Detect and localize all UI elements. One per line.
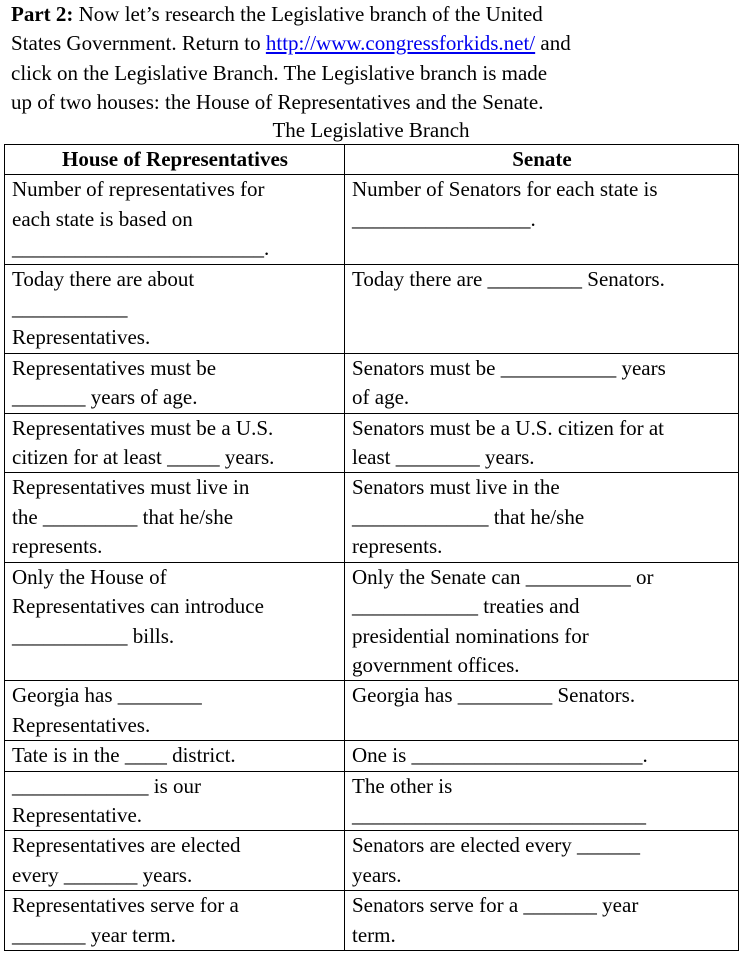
- part-label: Part 2:: [11, 2, 74, 26]
- house-cell: Georgia has ________ Representatives.: [5, 681, 345, 741]
- table-row: [5, 562, 739, 681]
- table-row: [5, 831, 739, 891]
- table-row: [5, 891, 739, 951]
- house-cell: Representatives are elected every _______ years.: [5, 831, 345, 891]
- senate-cell: Only the Senate can __________ or ____________ treaties and presidential nominations for government offices.: [345, 562, 739, 681]
- legislative-branch-table: [4, 144, 739, 951]
- senate-cell: Senators serve for a _______ year term.: [345, 891, 739, 951]
- intro-text-before-link: Now let’s research the Legislative branch of the United States Government. Return to: [11, 2, 543, 56]
- intro-paragraph: [11, 0, 736, 118]
- senate-cell: Senators must live in the _____________ that he/she represents.: [345, 473, 739, 562]
- house-cell: Representatives serve for a _______ year term.: [5, 891, 345, 951]
- congressforkids-link[interactable]: http://www.congressforkids.net/: [265, 31, 536, 56]
- senate-cell: Senators must be ___________ years of age.: [345, 353, 739, 413]
- table-row: [5, 771, 739, 831]
- senate-cell: The other is ____________________________: [345, 771, 739, 831]
- table-row: [5, 741, 739, 771]
- table-row: [5, 681, 739, 741]
- house-cell: Today there are about ___________ Representatives.: [5, 264, 345, 353]
- senate-cell: Today there are _________ Senators.: [345, 264, 739, 353]
- house-cell: Tate is in the ____ district.: [5, 741, 345, 771]
- senate-cell: Georgia has _________ Senators.: [345, 681, 739, 741]
- intro-text-after-link: and click on the Legislative Branch. The Legislative branch is made up of two houses: the House of Representatives and the Senate.: [11, 31, 571, 115]
- house-cell: _____________ is our Representative.: [5, 771, 345, 831]
- house-cell: Representatives must be _______ years of age.: [5, 353, 345, 413]
- table-header-row: [5, 145, 739, 175]
- table-row: [5, 264, 739, 353]
- table-row: [5, 413, 739, 473]
- table-row: [5, 473, 739, 562]
- senate-cell: Senators must be a U.S. citizen for at least ________ years.: [345, 413, 739, 473]
- table-row: [5, 175, 739, 264]
- table-caption: The Legislative Branch: [272, 118, 470, 142]
- senate-cell: Senators are elected every ______ years.: [345, 831, 739, 891]
- senate-column-header: Senate: [345, 145, 739, 175]
- table-row: [5, 353, 739, 413]
- house-column-header: House of Representatives: [5, 145, 345, 175]
- house-cell: Only the House of Representatives can introduce ___________ bills.: [5, 562, 345, 681]
- house-cell: Representatives must be a U.S. citizen for at least _____ years.: [5, 413, 345, 473]
- house-cell: Representatives must live in the _________ that he/she represents.: [5, 473, 345, 562]
- house-cell: Number of representatives for each state is based on ________________________.: [5, 175, 345, 264]
- senate-cell: Number of Senators for each state is _________________.: [345, 175, 739, 264]
- senate-cell: One is ______________________.: [345, 741, 739, 771]
